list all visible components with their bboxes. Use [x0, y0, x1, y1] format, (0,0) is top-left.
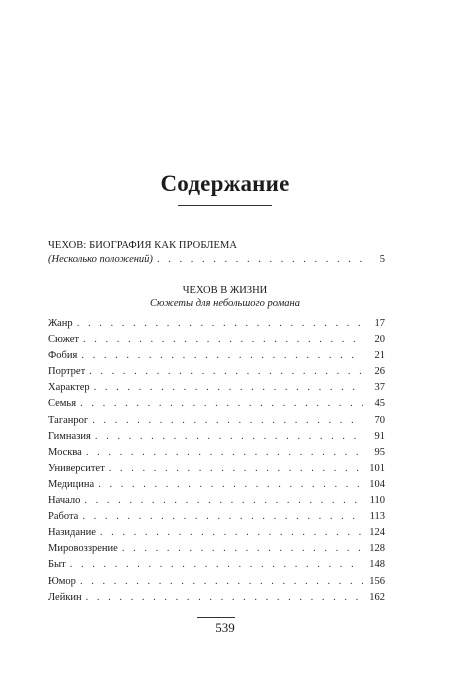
toc-entry-label: Медицина	[48, 478, 95, 490]
toc-entry[interactable]	[48, 429, 385, 445]
toc-entry-label: Таганрог	[48, 414, 89, 426]
toc-entry-label: Работа	[48, 511, 79, 523]
toc-entry-label: Характер	[48, 382, 90, 394]
toc-list	[48, 316, 385, 606]
toc-entry-label: Начало	[48, 495, 81, 507]
part2-subtitle: Сюжеты для небольшого романа	[149, 298, 300, 309]
toc-entry-page: 156	[369, 575, 385, 587]
toc-entry-label: Семья	[48, 398, 77, 410]
dot-leader	[122, 541, 363, 557]
toc-entry-page: 128	[369, 543, 385, 555]
footer-rule	[197, 617, 235, 618]
toc-entry-label: Москва	[48, 446, 82, 458]
toc-entry-page: 37	[374, 382, 385, 394]
toc-entry-label: Сюжет	[48, 334, 79, 346]
toc-entry-part1[interactable]	[48, 254, 385, 265]
dot-leader	[92, 413, 363, 429]
toc-entry[interactable]	[48, 316, 385, 332]
toc-entry-label: Жанр	[48, 318, 73, 329]
dot-leader	[84, 493, 363, 509]
toc-entry[interactable]	[48, 525, 385, 541]
dot-leader	[100, 525, 363, 541]
dot-leader	[86, 445, 363, 461]
toc-entry-label: Портрет	[48, 366, 86, 378]
dot-leader	[77, 316, 363, 332]
part1-subtitle: (Несколько положений)	[48, 254, 153, 265]
toc-entry[interactable]	[48, 509, 385, 525]
toc-entry-label: Быт	[48, 559, 66, 571]
toc-entry[interactable]	[48, 574, 385, 590]
dot-leader	[94, 380, 363, 396]
toc-entry[interactable]	[48, 493, 385, 509]
toc-entry[interactable]	[48, 590, 385, 606]
toc-entry-page: 26	[374, 366, 385, 378]
toc-entry-page: 45	[374, 398, 385, 410]
toc-entry-page: 17	[374, 318, 385, 329]
dot-leader	[157, 254, 369, 265]
dot-leader	[86, 590, 363, 606]
toc-entry-page: 20	[374, 334, 385, 346]
toc-entry[interactable]	[48, 541, 385, 557]
part2-heading: ЧЕХОВ В ЖИЗНИ	[182, 285, 268, 296]
toc-entry[interactable]	[48, 557, 385, 573]
toc-entry-label: Университет	[48, 462, 105, 474]
dot-leader	[95, 429, 363, 445]
toc-entry-page: 21	[374, 350, 385, 362]
dot-leader	[81, 348, 363, 364]
toc-entry-page: 124	[369, 527, 385, 539]
toc-entry-page: 70	[374, 414, 385, 426]
toc-entry[interactable]	[48, 461, 385, 477]
page-title: Содержание	[160, 171, 290, 196]
toc-entry-label: Назидание	[48, 527, 96, 539]
dot-leader	[80, 574, 363, 590]
toc-entry-label: Гимназия	[48, 430, 91, 442]
toc-entry-label: Лейкин	[48, 591, 82, 603]
toc-entry[interactable]	[48, 364, 385, 380]
title-underline	[178, 205, 272, 206]
dot-leader	[89, 364, 363, 380]
toc-entry[interactable]	[48, 413, 385, 429]
toc-entry-page: 113	[369, 511, 385, 523]
toc-entry-page: 91	[374, 430, 385, 442]
toc-entry[interactable]	[48, 380, 385, 396]
toc-entry-page: 95	[374, 446, 385, 458]
dot-leader	[98, 477, 363, 493]
dot-leader	[109, 461, 363, 477]
toc-entry[interactable]	[48, 332, 385, 348]
toc-entry-label: Фобия	[48, 350, 78, 362]
dot-leader	[83, 332, 363, 348]
page-number: 539	[215, 620, 235, 635]
dot-leader	[80, 396, 363, 412]
toc-entry-label: Мировоззрение	[48, 543, 118, 555]
toc-entry-page: 148	[369, 559, 385, 571]
dot-leader	[70, 557, 363, 573]
part1-heading: ЧЕХОВ: БИОГРАФИЯ КАК ПРОБЛЕМА	[48, 240, 238, 251]
toc-entry-page: 110	[369, 495, 385, 507]
part1-page-number: 5	[379, 254, 385, 265]
toc-entry[interactable]	[48, 396, 385, 412]
toc-entry[interactable]	[48, 445, 385, 461]
toc-entry[interactable]	[48, 477, 385, 493]
toc-entry-page: 101	[369, 462, 385, 474]
dot-leader	[82, 509, 363, 525]
toc-entry[interactable]	[48, 348, 385, 364]
toc-entry-page: 162	[369, 591, 385, 603]
toc-entry-label: Юмор	[48, 575, 76, 587]
toc-entry-page: 104	[369, 478, 385, 490]
